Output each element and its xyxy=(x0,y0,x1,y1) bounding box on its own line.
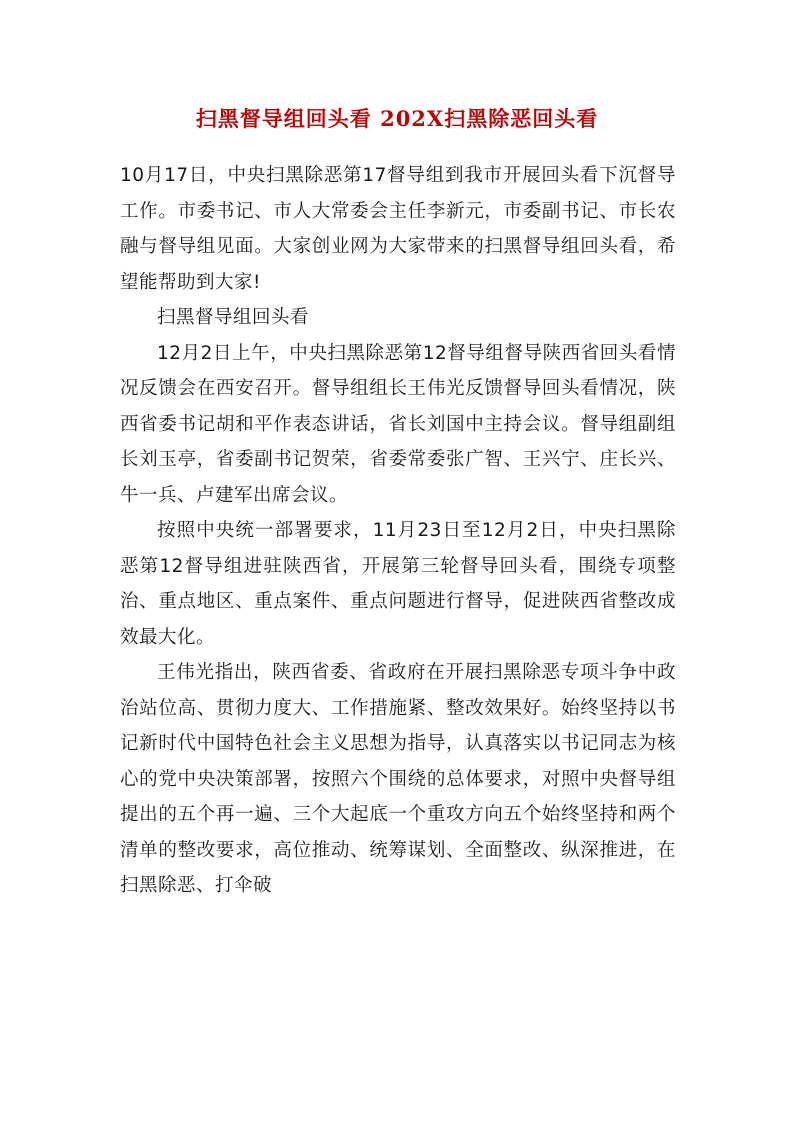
document-title: 扫黑督导组回头看 202X扫黑除恶回头看 xyxy=(195,106,599,131)
paragraph-remarks: 王伟光指出，陕西省委、省政府在开展扫黑除恶专项斗争中政治站位高、贯彻力度大、工作措施紧、整改效果好。始终坚持以书记新时代中国特色社会主义思想为指导，认真落实以书记同志为核心的党中央决策部署，按照六个围绕的总体要求，对照中央督导组提出的五个再一遍、三个大起底一个重攻方向五个始终坚持和两个清单的整改要求，高位推动、统筹谋划、全面整改、纵深推进，在扫黑除恶、打伞破 xyxy=(120,662,676,896)
paragraph-subheading: 扫黑督导组回头看 xyxy=(157,307,310,328)
document-body xyxy=(120,158,676,904)
paragraph-feedback-meeting: 12月2日上午，中央扫黑除恶第12督导组督导陕西省回头看情况反馈会在西安召开。督导组组长王伟光反馈督导回头看情况，陕西省委书记胡和平作表态讲话，省长刘国中主持会议。督导组副组长刘玉亭，省委副书记贺荣，省委常委张广智、王兴宁、庄长兴、牛一兵、卢建军出席会议。 xyxy=(120,342,676,506)
paragraph-deployment: 按照中央统一部署要求，11月23日至12月2日，中央扫黑除恶第12督导组进驻陕西省，开展第三轮督导回头看，围绕专项整治、重点地区、重点案件、重点问题进行督导，促进陕西省整改成效最大化。 xyxy=(120,520,676,648)
paragraph-intro: 10月17日，中央扫黑除恶第17督导组到我市开展回头看下沉督导工作。市委书记、市人大常委会主任李新元，市委副书记、市长农融与督导组见面。大家创业网为大家带来的扫黑督导组回头看，希望能帮助到大家! xyxy=(120,165,676,293)
